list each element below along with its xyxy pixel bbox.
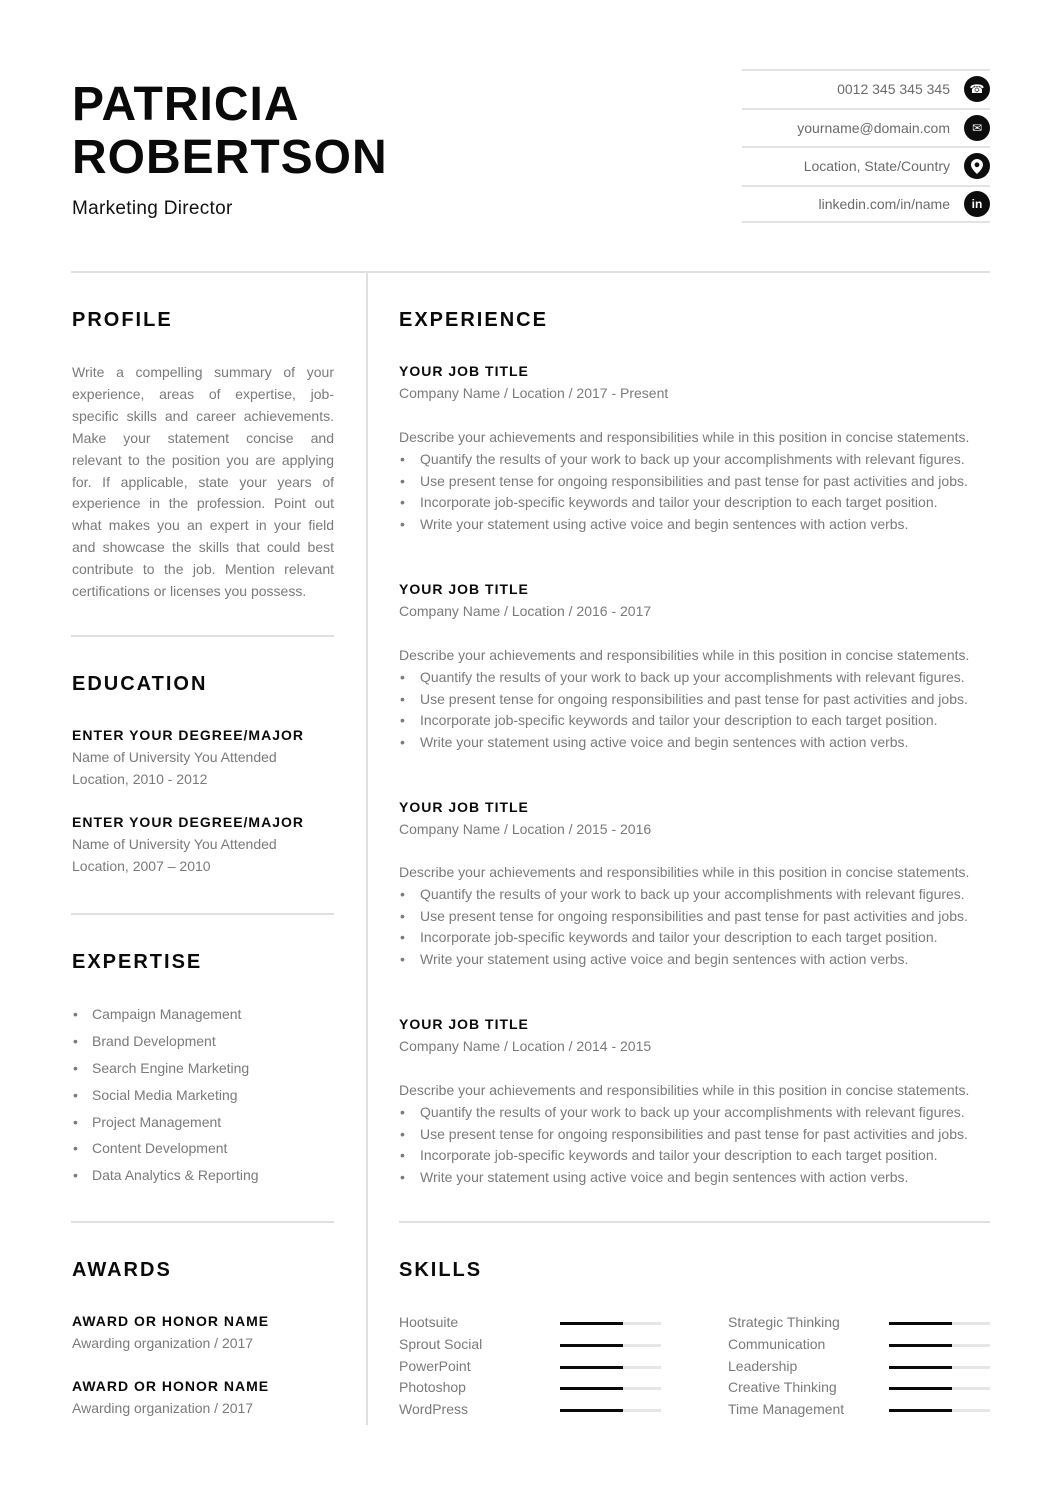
contact-phone (742, 69, 990, 108)
list-item: • Campaign Management (72, 1003, 259, 1030)
contact-location-text: Location, State/Country (803, 158, 950, 175)
skill-row (399, 1399, 661, 1421)
skill-bar (560, 1366, 661, 1369)
skill-row (399, 1356, 661, 1378)
skill-bar-fill (889, 1366, 952, 1369)
profile-divider (71, 635, 334, 637)
skill-name: Strategic Thinking (728, 1314, 840, 1330)
skill-bar-fill (560, 1409, 623, 1412)
job-company: Company Name / Location / 2015 - 2016 (399, 821, 652, 837)
education-details: Location, 2007 – 2010 (72, 858, 211, 874)
job-title: YOUR JOB TITLE (399, 363, 529, 379)
skill-bar (560, 1344, 661, 1347)
job-title: YOUR JOB TITLE (399, 1016, 529, 1032)
expertise-divider (71, 1221, 334, 1223)
skill-bar-fill (560, 1366, 623, 1369)
contact-linkedin (742, 185, 990, 224)
list-item: • Use present tense for ongoing responsibilities and past tense for past activities and jobs. (399, 471, 991, 493)
skill-name: Time Management (728, 1401, 845, 1418)
skill-bar (560, 1387, 661, 1390)
job-description: Describe your achievements and responsibilities while in this position in concise statements. (399, 647, 970, 663)
list-item: • Incorporate job-specific keywords and tailor your description to each target position. (399, 710, 991, 732)
skills-heading: SKILLS (399, 1259, 483, 1281)
name-first: PATRICIA (72, 78, 300, 131)
contact-location (742, 146, 990, 185)
profile-heading: PROFILE (72, 309, 173, 331)
job-details (399, 862, 991, 971)
job-company: Company Name / Location / 2014 - 2015 (399, 1038, 652, 1054)
list-item: • Use present tense for ongoing responsibilities and past tense for past activities and jobs. (399, 1124, 991, 1146)
column-divider (366, 273, 368, 1425)
expertise-heading: EXPERTISE (72, 951, 203, 973)
education-school: Name of University You Attended (72, 749, 277, 765)
skill-name: Creative Thinking (728, 1379, 837, 1396)
list-item: • Use present tense for ongoing responsibilities and past tense for past activities and jobs. (399, 689, 991, 711)
location-pin-icon (964, 153, 990, 179)
skill-row (399, 1377, 661, 1399)
job-details (399, 645, 991, 754)
job-company: Company Name / Location / 2016 - 2017 (399, 603, 652, 619)
contact-linkedin-text: linkedin.com/in/name (818, 195, 950, 212)
list-item: • Use present tense for ongoing responsibilities and past tense for past activities and jobs. (399, 906, 991, 928)
contact-block (742, 69, 990, 223)
skill-row (728, 1312, 990, 1334)
education-school: Name of University You Attended (72, 836, 277, 852)
skill-row (728, 1356, 990, 1378)
skills-left-column (399, 1312, 661, 1421)
skill-name: Sprout Social (399, 1335, 483, 1352)
job-title: YOUR JOB TITLE (399, 799, 529, 815)
skill-row (728, 1399, 990, 1421)
education-degree: ENTER YOUR DEGREE/MAJOR (72, 727, 304, 743)
job-role: Marketing Director (72, 198, 233, 219)
job-title: YOUR JOB TITLE (399, 581, 529, 597)
skill-bar-fill (560, 1387, 623, 1390)
education-degree: ENTER YOUR DEGREE/MAJOR (72, 814, 304, 830)
skill-bar (889, 1387, 990, 1390)
skill-bar (889, 1366, 990, 1369)
skill-name: Communication (728, 1335, 826, 1352)
expertise-list (72, 1003, 259, 1191)
skill-bar-fill (889, 1322, 952, 1325)
skill-name: Photoshop (399, 1379, 466, 1396)
experience-heading: EXPERIENCE (399, 309, 548, 331)
experience-divider (399, 1221, 990, 1223)
skill-bar (889, 1344, 990, 1347)
skill-row (728, 1334, 990, 1356)
skill-bar (889, 1409, 990, 1412)
list-item: • Incorporate job-specific keywords and tailor your description to each target position. (399, 492, 991, 514)
list-item: • Quantify the results of your work to back up your accomplishments with relevant figures. (399, 449, 991, 471)
linkedin-icon: in (964, 191, 990, 217)
list-item: • Project Management (72, 1111, 259, 1138)
award-name: AWARD OR HONOR NAME (72, 1313, 270, 1329)
skill-bar-fill (889, 1387, 952, 1390)
list-item: • Search Engine Marketing (72, 1057, 259, 1084)
skill-name: Leadership (728, 1357, 798, 1374)
list-item: • Write your statement using active voice and begin sentences with action verbs. (399, 1167, 991, 1189)
award-org: Awarding organization / 2017 (72, 1335, 254, 1351)
skill-bar (889, 1322, 990, 1325)
contact-email-text: yourname@domain.com (797, 119, 950, 136)
candidate-name (72, 78, 388, 184)
skill-name: PowerPoint (399, 1357, 471, 1374)
job-description: Describe your achievements and responsibilities while in this position in concise statements. (399, 864, 970, 880)
job-description: Describe your achievements and responsibilities while in this position in concise statements. (399, 429, 970, 445)
education-details: Location, 2010 - 2012 (72, 771, 208, 787)
job-details (399, 427, 991, 536)
job-description: Describe your achievements and responsibilities while in this position in concise statements. (399, 1082, 970, 1098)
skill-bar-fill (889, 1409, 952, 1412)
contact-phone-text: 0012 345 345 345 (837, 81, 950, 98)
phone-icon: ☎ (964, 76, 990, 102)
award-name: AWARD OR HONOR NAME (72, 1378, 270, 1394)
list-item: • Quantify the results of your work to back up your accomplishments with relevant figures. (399, 1102, 991, 1124)
education-divider (71, 913, 334, 915)
list-item: • Write your statement using active voice and begin sentences with action verbs. (399, 732, 991, 754)
awards-heading: AWARDS (72, 1259, 172, 1281)
skill-bar (560, 1322, 661, 1325)
skill-bar (560, 1409, 661, 1412)
job-details (399, 1080, 991, 1189)
skill-bar-fill (889, 1344, 952, 1347)
skill-bar-fill (560, 1344, 623, 1347)
list-item: • Social Media Marketing (72, 1084, 259, 1111)
contact-email (742, 108, 990, 147)
list-item: • Quantify the results of your work to back up your accomplishments with relevant figures. (399, 667, 991, 689)
skills-right-column (728, 1312, 990, 1421)
list-item: • Brand Development (72, 1030, 259, 1057)
list-item: • Write your statement using active voice and begin sentences with action verbs. (399, 514, 991, 536)
list-item: • Quantify the results of your work to back up your accomplishments with relevant figures. (399, 884, 991, 906)
header-divider (71, 271, 990, 273)
skill-row (399, 1334, 661, 1356)
award-org: Awarding organization / 2017 (72, 1400, 254, 1416)
list-item: • Data Analytics & Reporting (72, 1164, 259, 1191)
skill-row (399, 1312, 661, 1334)
skill-row (728, 1377, 990, 1399)
list-item: • Incorporate job-specific keywords and tailor your description to each target position. (399, 1145, 991, 1167)
name-last: ROBERTSON (72, 131, 388, 184)
list-item: • Content Development (72, 1137, 259, 1164)
list-item: • Incorporate job-specific keywords and tailor your description to each target position. (399, 927, 991, 949)
skill-bar-fill (560, 1322, 623, 1325)
skill-name: WordPress (399, 1401, 468, 1418)
skill-name: Hootsuite (399, 1314, 459, 1330)
job-company: Company Name / Location / 2017 - Present (399, 385, 669, 401)
education-heading: EDUCATION (72, 673, 208, 695)
list-item: • Write your statement using active voice and begin sentences with action verbs. (399, 949, 991, 971)
profile-summary: Write a compelling summary of your experience, areas of expertise, job-specific skills and career achievements. Make your statement concise and relevant to the position you are applying for. If applicable, state your years of experience in the profession. Point out what makes you an expert in your field and showcase the skills that could best contribute to the job. Mention relevant certifications or licenses you possess. (72, 364, 334, 600)
mail-icon: ✉ (964, 115, 990, 141)
